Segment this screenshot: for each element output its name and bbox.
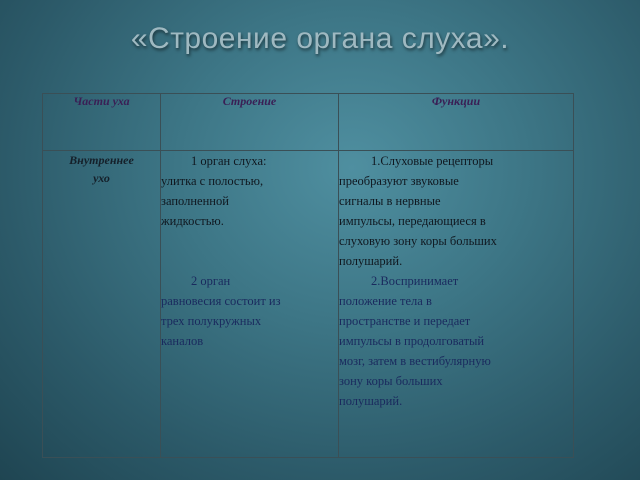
slide-title: «Строение органа слуха». (130, 22, 510, 55)
function-line: полушарий. (339, 394, 403, 408)
function-line: преобразуют звуковые (339, 174, 459, 188)
structure-line: равновесия состоит из (161, 294, 281, 308)
function-line: импульсы в продолговатый (339, 334, 485, 348)
function-line: 2.Воспринимает (371, 274, 459, 288)
structure-line: каналов (161, 334, 204, 348)
structure-line: жидкостью. (161, 214, 224, 228)
structure-balance-organ (161, 271, 338, 351)
structure-line: улитка с полостью, (161, 174, 264, 188)
structure-line: трех полукружных (161, 314, 262, 328)
part-cell (43, 151, 161, 458)
structure-line: заполненной (161, 194, 229, 208)
function-balance (339, 271, 573, 411)
function-cell (339, 151, 574, 458)
function-line: зону коры больших (339, 374, 443, 388)
function-line: положение тела в (339, 294, 432, 308)
structure-cell (161, 151, 339, 458)
table-header-row (43, 94, 574, 151)
header-functions: Функции (339, 94, 574, 151)
function-line: мозг, затем в вестибулярную (339, 354, 491, 368)
header-parts: Части уха (43, 94, 161, 151)
function-line: импульсы, передающиеся в (339, 214, 486, 228)
part-label-line1: Внутреннее (69, 153, 134, 167)
structure-hearing-organ (161, 151, 338, 231)
structure-line: 2 орган (191, 274, 231, 288)
table-row (43, 151, 574, 458)
part-label-line2: ухо (93, 171, 110, 185)
ear-structure-table (42, 93, 574, 458)
function-line: сигналы в нервные (339, 194, 441, 208)
function-line: полушарий. (339, 254, 403, 268)
function-line: слуховую зону коры больших (339, 234, 497, 248)
function-line: пространстве и передает (339, 314, 471, 328)
structure-line: 1 орган слуха: (191, 154, 267, 168)
header-structure: Строение (161, 94, 339, 151)
function-hearing (339, 151, 573, 271)
function-line: 1.Слуховые рецепторы (371, 154, 494, 168)
